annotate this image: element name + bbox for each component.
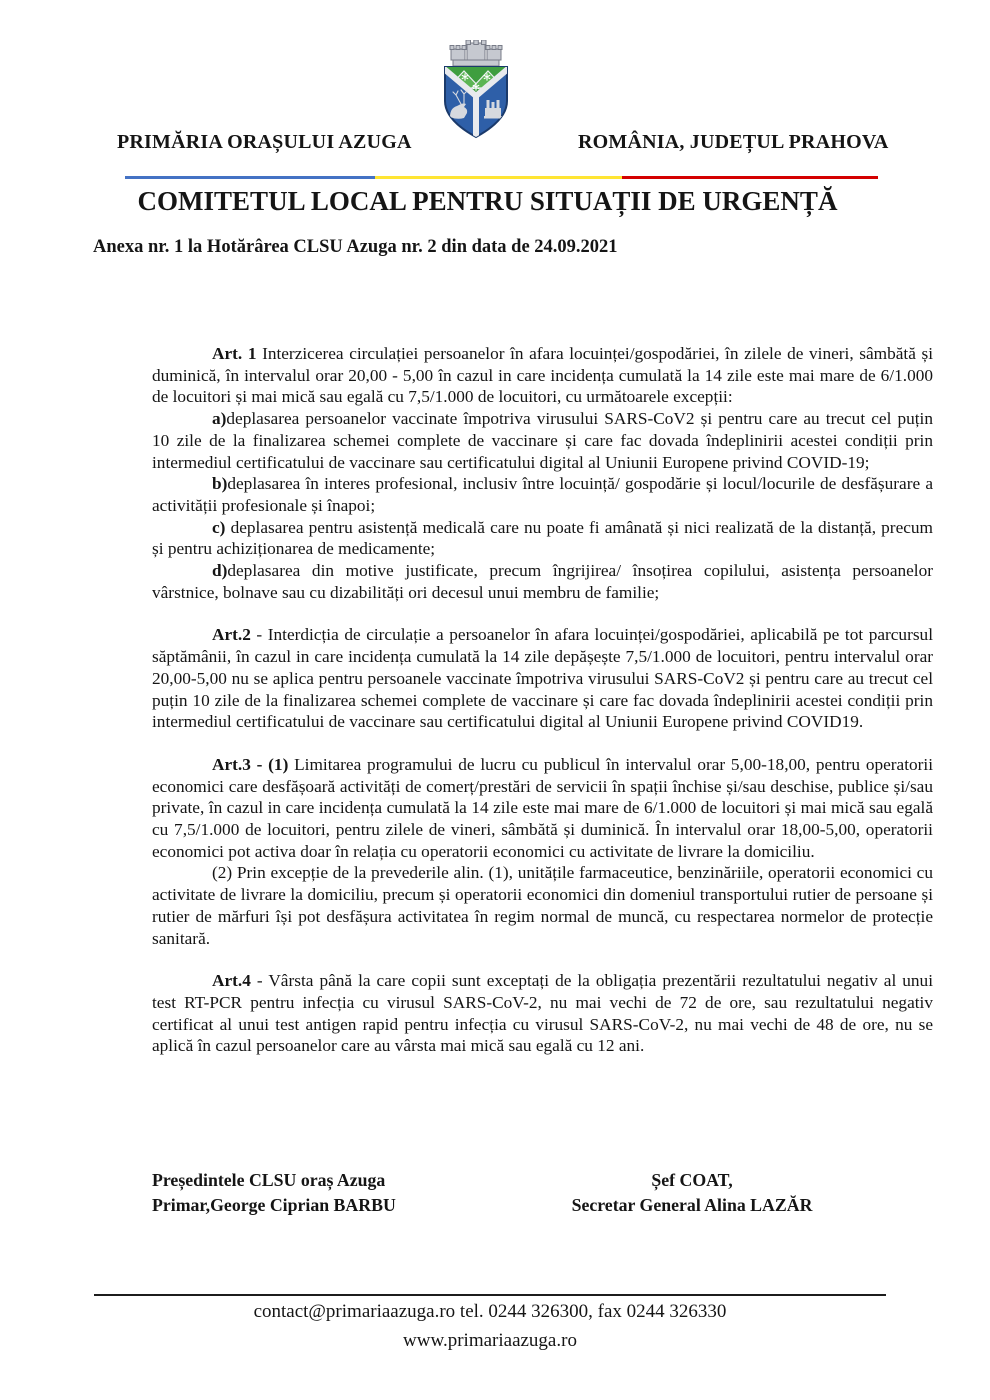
document-body bbox=[152, 343, 933, 1057]
article-2-paragraph bbox=[152, 624, 933, 733]
article-2-label: Art.2 bbox=[212, 625, 251, 645]
article-3-text: Limitarea programului de lucru cu publicul în intervalul orar 5,00-18,00, pentru operatorii economici care desfășoară activități de comerț/prestări de servicii în spații închise și/sau deschise, publice și/sau private, în cazul in care incidența cumulată la 14 zile este mai mare de 6/1.000 de locuitori și mai mică sau egală cu 7,5/1.000 de locuitori, pentru zilele de vineri, sâmbătă și duminică. În intervalul orar 18,00-5,00, operatorii economici pot activa doar în relația cu operatorii economici cu activitate de livrare la domiciliu. bbox=[152, 754, 933, 861]
article-1b-paragraph bbox=[152, 473, 933, 516]
factory-icon bbox=[484, 100, 502, 119]
article-1a-text: deplasarea persoanelor vaccinate împotriva virusului SARS-CoV2 și pentru care au trecut cel puțin 10 zile de la finalizarea schemei complete de vaccinare și care fac dovada îndeplinirii acestei condiții prin intermediul certificatului de vaccinare sau certificatului digital al Uniunii Europene privind COVID-19; bbox=[152, 409, 933, 472]
article-4-text: - Vârsta până la care copii sunt exceptați de la obligația prezentării rezultatului negativ al unui test RT-PCR pentru infecția cu virusul SARS-CoV-2, nu mai vechi de 72 de ore, sau rezultatului negativ certificat al unui test antigen rapid pentru infecția cu virusul SARS-CoV-2, nu mai vechi de 48 de ore, nu se aplică în cazul persoanelor care au vârsta mai mică sau egală cu 12 ani. bbox=[152, 971, 933, 1056]
footer-website-line: www.primariaazuga.ro bbox=[403, 1330, 577, 1351]
article-1b-text: deplasarea în interes profesional, inclusiv între locuință/ gospodărie și locul/locurile de desfășurare a activității profesionale și înapoi; bbox=[152, 474, 933, 515]
flag-blue-segment bbox=[125, 176, 375, 179]
org-name-left: PRIMĂRIA ORAȘULUI AZUGA bbox=[117, 131, 412, 153]
article-3-alin2-text: (2) Prin excepție de la prevederile alin. (1), unitățile farmaceutice, benzinăriile, operatorii economici cu activitate de livrare la domiciliu, precum și operatorii economici din domeniul transportului rutier de persoane și rutier de mărfuri își pot desfășura activitatea în regim normal de muncă, cu respectarea normelor de protecție sanitară. bbox=[152, 863, 933, 948]
mayor-name: Primar,George Ciprian BARBU bbox=[152, 1194, 396, 1215]
article-1c-label: c) bbox=[212, 517, 226, 537]
footer-divider bbox=[94, 1294, 886, 1296]
article-1d-paragraph bbox=[152, 560, 933, 603]
article-1c-paragraph bbox=[152, 517, 933, 560]
azuga-coat-of-arms-icon bbox=[440, 40, 512, 140]
article-1-paragraph bbox=[152, 343, 933, 408]
article-1a-paragraph bbox=[152, 408, 933, 473]
article-1a-label: a) bbox=[212, 409, 227, 429]
article-4-label: Art.4 bbox=[212, 971, 251, 991]
flag-red-segment bbox=[622, 176, 878, 179]
flag-yellow-segment bbox=[375, 176, 622, 179]
secretary-name: Secretar General Alina LAZĂR bbox=[571, 1194, 813, 1215]
tricolor-rule bbox=[125, 176, 878, 179]
coat-chief-title: Șef COAT, bbox=[651, 1170, 733, 1190]
document-title: COMITETUL LOCAL PENTRU SITUAȚII DE URGENȚĂ bbox=[137, 186, 838, 216]
signature-left bbox=[152, 1168, 396, 1217]
annex-reference: Anexa nr. 1 la Hotărârea CLSU Azuga nr. 2 din data de 24.09.2021 bbox=[93, 237, 618, 257]
article-1d-label: d) bbox=[212, 561, 228, 581]
article-3-paragraph bbox=[152, 754, 933, 863]
article-1-text: Interzicerea circulației persoanelor în afara locuinței/gospodăriei, în zilele de vineri, sâmbătă și duminică, în intervalul orar 20,00 - 5,00 în cazul in care incidența cumulată la 14 zile este mai mare de 6/1.000 de locuitori și mai mică sau egală cu 7,5/1.000 de locuitori, cu următoarele excepții: bbox=[152, 344, 933, 407]
article-1d-text: deplasarea din motive justificate, precum îngrijirea/ însoțirea copilului, asistența persoanelor vârstnice, bolnave sau cu dizabilități ori decesul unui membru de familie; bbox=[152, 561, 933, 602]
footer-contact-line: contact@primariaazuga.ro tel. 0244 326300, fax 0244 326330 bbox=[253, 1301, 727, 1322]
article-1b-label: b) bbox=[212, 474, 228, 494]
article-3-label: Art.3 - (1) bbox=[212, 754, 289, 774]
article-2-text: - Interdicția de circulație a persoanelor în afara locuinței/gospodăriei, aplicabilă pe tot parcursul săptămânii, în cazul in care incidența cumulată la 14 zile depășește 7,5/1.000 de locuitori, pentru intervalul orar 20,00-5,00 nu se aplica pentru persoanele vaccinate împotriva virusului SARS-CoV2 și pentru care au trecut cel puțin 10 zile de la finalizarea schemei complete de vaccinare și care fac dovada îndeplinirii acestei condiții prin intermediul certificatului de vaccinare sau certificatului digital al Uniunii Europene privind COVID19. bbox=[152, 625, 933, 732]
president-title: Președintele CLSU oraș Azuga bbox=[152, 1170, 386, 1190]
signature-right bbox=[452, 1168, 932, 1217]
org-name-right: ROMÂNIA, JUDEȚUL PRAHOVA bbox=[578, 131, 889, 153]
signature-block bbox=[152, 1168, 933, 1228]
article-4-paragraph bbox=[152, 970, 933, 1057]
article-1-label: Art. 1 bbox=[212, 344, 257, 363]
article-3-alin2-paragraph bbox=[152, 862, 933, 949]
article-1c-text: deplasarea pentru asistență medicală care nu poate fi amânată și nici realizată de la distanță, precum și pentru achiziționarea de medicamente; bbox=[152, 517, 933, 559]
mural-crown-icon bbox=[450, 40, 502, 66]
